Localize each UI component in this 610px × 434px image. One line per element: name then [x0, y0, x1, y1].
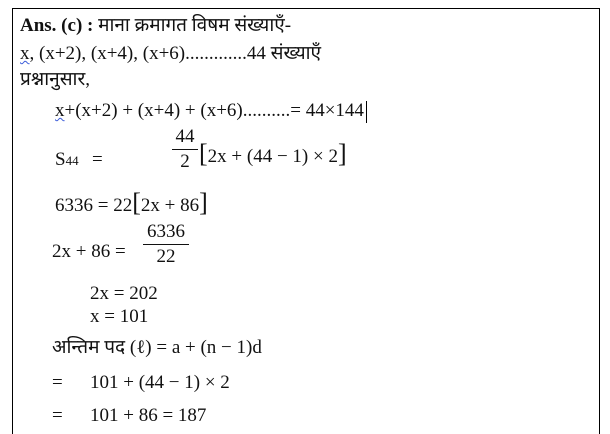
sum-equation [55, 99, 367, 123]
sequence-line [20, 42, 321, 66]
sum-equation-text: +(x+2) + (x+4) + (x+6)..........= 44×144 [64, 100, 364, 121]
fraction-44-over-2 [172, 126, 198, 173]
fraction-denominator-2: 22 [156, 246, 176, 267]
final-answer: 101 + 86 = 187 [90, 405, 207, 426]
left-bracket: [ [199, 139, 208, 168]
two-x-result: 2x = 202 [90, 283, 158, 304]
text-cursor [366, 101, 367, 123]
sum-bracket [199, 139, 347, 169]
equals-sign-3: = [52, 405, 63, 426]
x-result: x = 101 [90, 306, 149, 327]
answer-heading [20, 14, 291, 38]
substitution-lhs: 6336 = 22 [55, 195, 133, 216]
sum-bracket-expr: 2x + (44 − 1) × 2 [207, 146, 338, 167]
equals-sign-2: = [52, 372, 63, 393]
fraction-6336-over-22 [143, 221, 189, 268]
fraction-bar-2 [143, 244, 189, 245]
divide-lhs: 2x + 86 = [52, 241, 126, 262]
sum-formula-lhs [55, 148, 79, 173]
last-term-formula: अन्तिम पद (ℓ) = a + (n − 1)d [52, 337, 262, 358]
sum-subscript: 44 [65, 153, 79, 168]
left-bracket-2: [ [132, 188, 141, 217]
sum-symbol: S [55, 149, 66, 170]
sequence-text: , (x+2), (x+4), (x+6).............44 संख्याएँ [29, 43, 322, 64]
fraction-numerator: 44 [175, 126, 195, 147]
according-to-question: प्रश्नानुसार, [20, 69, 90, 90]
fraction-bar [172, 149, 198, 150]
fraction-denominator: 2 [180, 151, 190, 172]
right-bracket: ] [337, 139, 347, 168]
fraction-numerator-2: 6336 [147, 221, 185, 242]
answer-label: Ans. (c) : [20, 15, 94, 36]
equals-sign: = [92, 149, 103, 170]
variable-x-2: x [55, 100, 65, 121]
variable-x: x [20, 43, 30, 64]
last-term-substitution: 101 + (44 − 1) × 2 [90, 372, 230, 393]
substitution-line [55, 188, 208, 218]
assumption-text: माना क्रमागत विषम संख्याएँ- [93, 15, 292, 36]
substitution-bracket-expr: 2x + 86 [140, 195, 200, 216]
right-bracket-2: ] [199, 188, 208, 217]
